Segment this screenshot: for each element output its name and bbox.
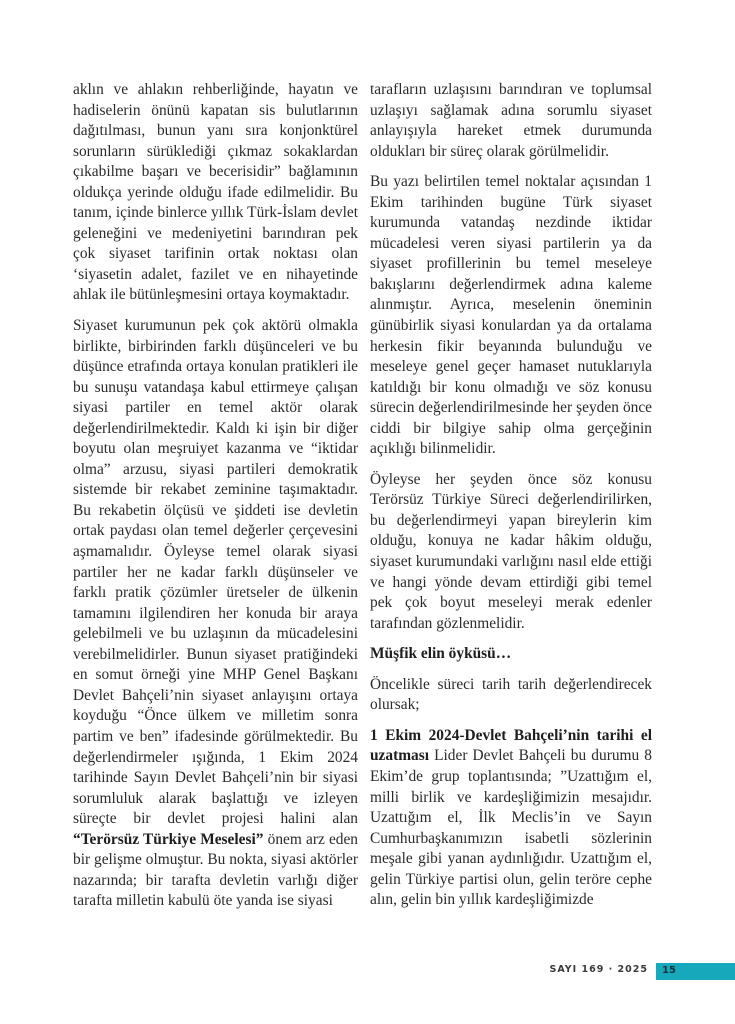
emphasis-term: “Terörsüz Türkiye Meselesi” <box>73 830 264 848</box>
issue-label: SAYI 169 · 2025 <box>549 964 648 975</box>
paragraph: aklın ve ahlakın rehberliğinde, hayatın ve hadiselerin önünü kapatan sis bulutlarının dağıtılması, bunun yanı sıra konjonktürel sorunların sürüklediği çıkmaz sokaklardan çıkabilme başarı ve becerisidir” bağlamının oldukça yerinde olduğu ifade edilmelidir. Bu tanım, içinde binlerce yıllık Türk-İslam devlet geleneğini ve medeniyetini barındıran pek çok siyaset tarifinin ortak noktası olan ‘siyasetin adalet, fazilet ve en nihayetinde ahlak ile bütünleşmesini ortaya koymaktadır. <box>73 81 358 304</box>
paragraph: Bu yazı belirtilen temel noktalar açısından 1 Ekim tarihinden bugüne Türk siyaset kurumunda vatandaş nezdinde iktidar mücadelesi veren siyasi partilerin ya da siyaset profillerinin bu temel meseleye bakışlarını değerlendirmek adına kaleme alınmıştır. Ayrıca, meselenin öneminin günübirlik siyasi konulardan ya da ortalama herkesin fikir beyanında bulunduğu ve meseleye genel geçer hamaset nutuklarıyla katıldığı bir konu olmadığı ve söz konusu sürecin değerlendirilmesinde her şeyden önce ciddi bir bilgiye sahip olma gerçeğinin açıklığı bilinmelidir. <box>370 173 652 458</box>
page-number: 15 <box>662 965 676 976</box>
page-number-bar <box>656 963 735 980</box>
right-column <box>370 80 652 921</box>
paragraph-text: önem arz eden bir gelişme olmuştur. Bu nokta, siyasi aktörler nazarında; bir tarafta devletin varlığı diğer tarafta milletin kabulü öte yanda ise siyasi <box>73 830 359 910</box>
paragraph: tarafların uzlaşısını barındıran ve toplumsal uzlaşıyı sağlamak adına sorumlu siyaset anlayışıyla hareket etmek durumunda oldukları bir süreç olarak görülmelidir. <box>370 81 652 160</box>
paragraph: Öyleyse her şeyden önce söz konusu Terörsüz Türkiye Süreci değerlendirilirken, bu değerlendirmeyi yapan bireylerin kim olduğu, konuya ne kadar hâkim olduğu, siyaset kurumundaki varlığını nasıl elde ettiği ve hangi yönde devam ettirdiği gibi temel pek çok boyut meseleyi merak edenler tarafından gözlenmelidir. <box>370 470 652 632</box>
paragraph <box>370 726 652 911</box>
paragraph: Öncelikle süreci tarih tarih değerlendirecek olursak; <box>370 675 652 714</box>
paragraph-text: Lider Devlet Bahçeli bu durumu 8 Ekim’de grup toplantısında; ”Uzattığım el, milli birlik ve kardeşliğimizin mesajıdır. Uzattığım el, İlk Meclis’in ve Sayın Cumhurbaşkanımızın isabetli sözlerinin meşale gibi yanan aydınlığıdır. Uzattığım el, gelin Türkiye partisi olun, gelin teröre cephe alın, gelin bin yıllık kardeşliğimizde <box>370 747 652 909</box>
left-column <box>73 80 358 922</box>
paragraph-text: Siyaset kurumunun pek çok aktörü olmakla birlikte, birbirinden farklı düşünceleri ve bu düşünce etrafında ortaya konulan pratikleri ile bu sunuşu vatandaşa kabul ettirmeye çalışan siyasi partiler en temel aktör olarak değerlendirilmektedir. Kaldı ki işin bir diğer boyutu olan meşruiyet kazanma ve “iktidar olma” arzusu, siyasi partileri demokratik sistemde bir rekabet zeminine taşımaktadır. Bu rekabetin ölçüsü ve şiddeti ise devletin ortak paydası olan temel değerler çerçevesini aşmamalıdır. Öyleyse temel olarak siyasi partiler her ne kadar farklı düşünseler ve farklı pratik çözümler üretseler de ülkenin tamamını ilgilendiren her konuda bir araya gelebilmeli ve bu uzlaşının da mücadelesini verebilmelidirler. Bunun siyaset pratiğindeki en somut örneği yine MHP Genel Başkanı Devlet Bahçeli’nin siyaset anlayışını ortaya koyduğu “Önce ülkem ve milletim sonra partim ve ben” ifadesinde görülmektedir. Bu değerlendirmeler ışığında, 1 Ekim 2024 tarihinde Sayın Devlet Bahçeli’nin bir siyasi sorumluluk alarak başlattığı ve izleyen süreçte bir devlet projesi halini alan <box>73 317 358 828</box>
section-subheading: Müşfik elin öyküsü… <box>370 645 512 663</box>
paragraph <box>73 316 358 912</box>
page-footer <box>0 963 735 981</box>
date-heading: 1 Ekim 2024-Devlet Bahçeli’nin tarihi el uzatması <box>370 726 652 765</box>
